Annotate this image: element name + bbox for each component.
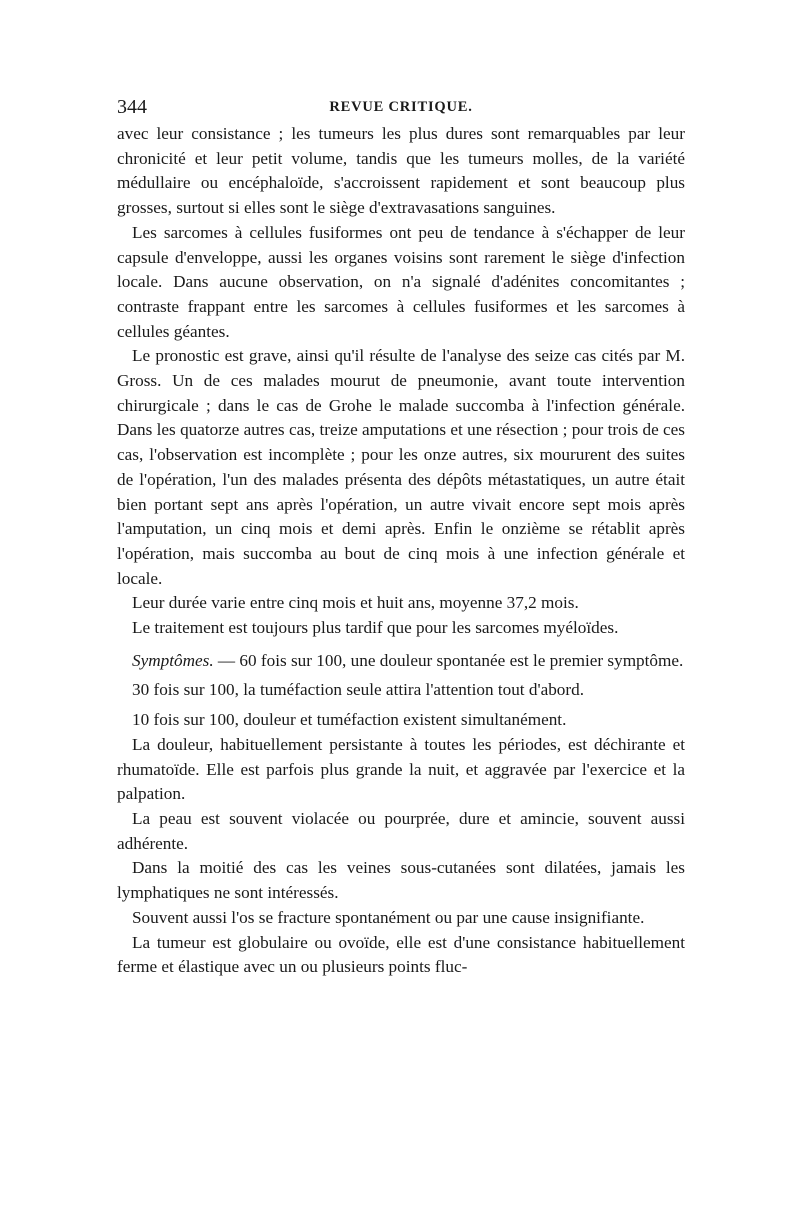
paragraph-prognosis: Le pronostic est grave, ainsi qu'il résulte de l'analyse des seize cas cités par M. Gross. Un de ces malades mourut de pneumonie, avant toute intervention chirurgicale ; dans le cas de Grohe le malade succomba à l'infection générale. Dans les quatorze autres cas, treize amputations et une résection ; pour trois de ces cas, l'observation est incomplète ; pour les onze autres, six moururent des suites de l'opération, l'un des malades présenta des dépôts métastatiques, un autre était bien portant sept ans après l'opération, un autre vivait encore sept mois après l'amputation, un cinq mois et demi après. Enfin le onzième se rétablit après l'opération, mais succomba au bout de cinq mois à une infection générale et locale.	[117, 346, 685, 588]
paragraph-tumefaction: 30 fois sur 100, la tuméfaction seule attira l'attention tout d'abord.	[132, 680, 585, 700]
paragraph-fracture: Souvent aussi l'os se fracture spontanément ou par une cause insignifiante.	[132, 907, 645, 927]
paragraph-skin: La peau est souvent violacée ou pourprée, dure et amincie, souvent aussi adhérente.	[117, 808, 685, 853]
running-title: REVUE CRITIQUE.	[329, 99, 473, 115]
paragraph-fusiform-sarcoma: Les sarcomes à cellules fusiformes ont peu de tendance à s'échapper de leur capsule d'enveloppe, aussi les organes voisins sont rarement le siège d'infection locale. Dans aucune observation, on n'a signalé d'adénites concomitantes ; contraste frappant entre les sarcomes à cellules fusiformes et les sarcomes à cellules géantes.	[117, 222, 685, 341]
paragraph-duration: Leur durée varie entre cinq mois et huit ans, moyenne 37,2 mois.	[132, 593, 579, 613]
paragraph-continuation: avec leur consistance ; les tumeurs les plus dures sont remarquables par leur chronicité et leur petit volume, tandis que les tumeurs molles, de la variété médullaire ou encéphaloïde, s'accroissent rapidement et sont beaucoup plus grosses, surtout si elles sont le siège d'extravasations sanguines.	[117, 124, 685, 218]
page-header	[117, 96, 685, 122]
paragraph-veins: Dans la moitié des cas les veines sous-cutanées sont dilatées, jamais les lymphatiques ne sont intéressés.	[117, 858, 685, 903]
body-text	[117, 122, 685, 980]
paragraph-tumor-shape: La tumeur est globulaire ou ovoïde, elle est d'une consistance habituellement ferme et élastique avec un ou plusieurs points fluc-	[117, 932, 685, 977]
book-page	[117, 96, 685, 980]
symptoms-heading: Symptômes.	[132, 650, 214, 670]
page-number: 344	[117, 96, 147, 118]
symptoms-text: — 60 fois sur 100, une douleur spontanée est le premier symptôme.	[213, 650, 684, 670]
paragraph-pain: La douleur, habituellement persistante à toutes les périodes, est déchirante et rhumatoïde. Elle est parfois plus grande la nuit, et aggravée par l'exercice et la palpation.	[117, 734, 685, 804]
paragraph-pain-and-tumefaction: 10 fois sur 100, douleur et tuméfaction existent simultanément.	[132, 710, 567, 730]
paragraph-symptoms	[117, 649, 685, 674]
paragraph-treatment: Le traitement est toujours plus tardif que pour les sarcomes myéloïdes.	[132, 618, 619, 638]
